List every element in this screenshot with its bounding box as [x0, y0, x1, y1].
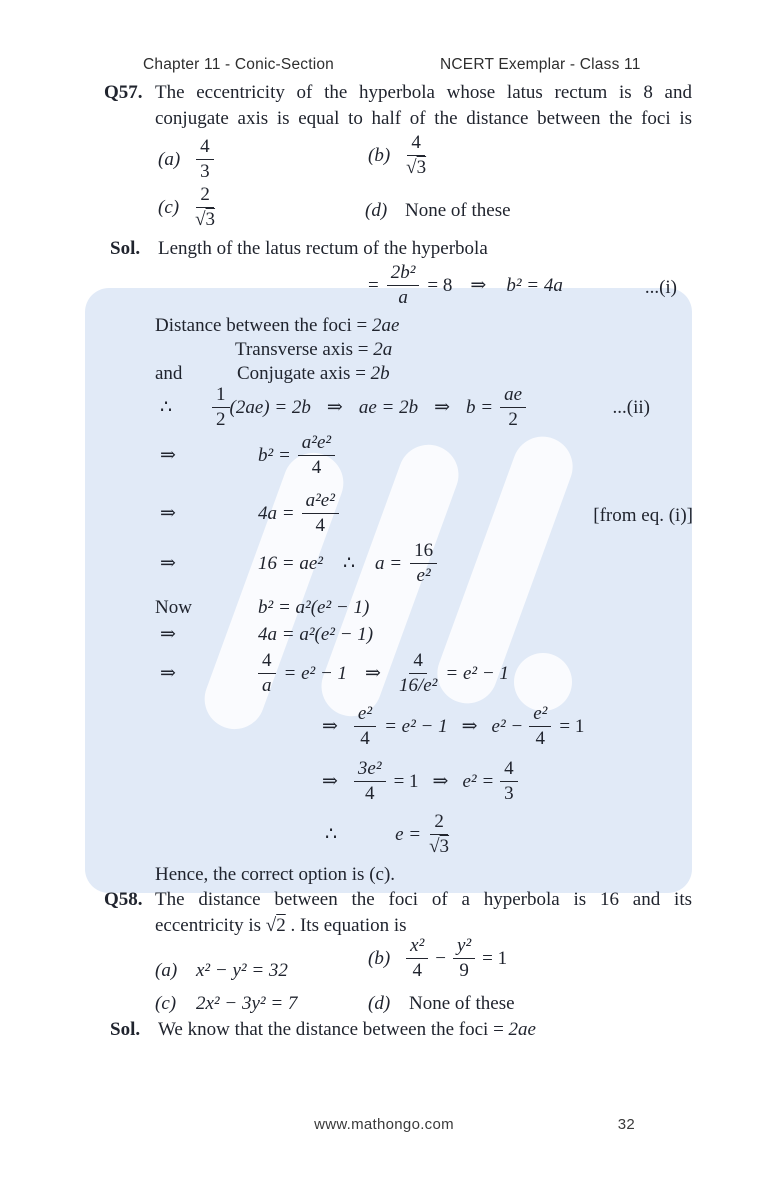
equation-token: =	[368, 274, 379, 296]
solution-text-line	[158, 1017, 536, 1042]
radical-sign: √	[429, 836, 440, 857]
minus-symbol: −	[435, 947, 447, 969]
option-label: (d)	[365, 200, 388, 221]
numerator: 4	[407, 132, 425, 156]
radicand: 2	[276, 915, 286, 936]
page-number: 32	[617, 1116, 635, 1133]
now-label: Now	[155, 597, 192, 618]
text: eccentricity is	[155, 915, 266, 936]
equation-token: = e² − 1	[283, 662, 348, 684]
fraction	[399, 650, 437, 697]
header-book-title: NCERT Exemplar - Class 11	[440, 56, 641, 73]
option-text: None of these	[405, 200, 511, 221]
equation-token: e² =	[462, 770, 495, 792]
equation-row	[160, 384, 526, 431]
equation-note: ...(ii)	[612, 397, 650, 418]
equation-token: = 1	[559, 715, 585, 737]
equation-token: (2ae) = 2b	[229, 396, 311, 418]
fraction	[212, 384, 230, 431]
radical-sign: √	[265, 915, 277, 936]
numerator: 4	[500, 758, 518, 782]
therefore-symbol: ∴	[342, 553, 356, 574]
numerator: 4	[258, 650, 276, 674]
equation-note: ...(i)	[644, 277, 677, 298]
fraction	[258, 650, 276, 697]
denominator	[406, 156, 426, 179]
option-c	[158, 184, 215, 231]
fraction	[195, 184, 215, 231]
radical-sign: √	[195, 209, 206, 230]
implies-symbol: ⇒	[470, 275, 487, 296]
equation-token: a =	[375, 552, 403, 574]
equation-token: = e² − 1	[445, 662, 509, 684]
equation-row	[160, 650, 509, 697]
implies-symbol: ⇒	[160, 663, 176, 684]
radical-sign: √	[406, 157, 417, 178]
option-a	[158, 136, 214, 183]
implies-symbol: ⇒	[160, 624, 176, 645]
implies-symbol: ⇒	[326, 397, 343, 418]
denominator: 4	[315, 515, 325, 536]
fraction	[302, 490, 339, 537]
question-number: Q57.	[104, 82, 143, 103]
option-label: (c)	[158, 196, 180, 218]
equation-token: e =	[395, 823, 422, 845]
solution-label: Sol.	[110, 1019, 141, 1040]
fraction	[406, 132, 426, 179]
solution-label: Sol.	[110, 238, 141, 259]
equation-row	[368, 262, 563, 309]
radicand: 3	[439, 836, 450, 857]
option-expression: 2x² − 3y² = 7	[196, 993, 298, 1014]
therefore-symbol: ∴	[325, 824, 338, 845]
denominator: 3	[200, 161, 210, 182]
question-number: Q58.	[104, 889, 143, 910]
option-b	[368, 132, 426, 179]
numerator: 2	[430, 811, 448, 835]
fraction	[529, 703, 551, 750]
and-label: and	[155, 363, 183, 384]
question-text-line: The distance between the foci of a hyperbola is 16 and its	[155, 889, 692, 910]
equation-token: b =	[466, 396, 494, 418]
numerator: a²e²	[298, 432, 335, 456]
text: We know that the distance between the foci =	[158, 1019, 509, 1040]
numerator: e²	[529, 703, 551, 727]
equation-row	[160, 432, 335, 479]
denominator: 4	[535, 728, 546, 749]
equation-token: = e² − 1	[384, 715, 448, 737]
implies-symbol: ⇒	[434, 397, 451, 418]
math-token: 2b	[370, 363, 390, 384]
denominator: a	[398, 287, 408, 308]
fraction	[410, 540, 437, 587]
equation-token: = 8	[427, 274, 453, 296]
equation-row	[325, 811, 449, 858]
text: . Its equation is	[285, 915, 407, 936]
numerator: 16	[410, 540, 437, 564]
denominator: e²	[416, 565, 431, 586]
option-label: (c)	[155, 993, 177, 1014]
therefore-symbol: ∴	[160, 397, 173, 418]
denominator	[429, 835, 449, 858]
fraction	[500, 384, 526, 431]
equation-row	[160, 490, 339, 537]
denominator	[195, 208, 215, 231]
denominator: 4	[364, 783, 375, 804]
solution-text-line	[237, 361, 390, 386]
numerator: x²	[406, 935, 428, 959]
radicand: 3	[205, 209, 216, 230]
fraction	[196, 136, 214, 183]
implies-symbol: ⇒	[461, 716, 478, 737]
denominator: 2	[508, 409, 518, 430]
equation-row	[322, 703, 584, 750]
equation-token: 16 = ae²	[258, 552, 323, 574]
implies-symbol: ⇒	[322, 771, 338, 792]
option-b	[368, 935, 507, 982]
equation-token: = 1	[393, 770, 419, 792]
fraction	[298, 432, 335, 479]
denominator: 3	[504, 783, 514, 804]
implies-symbol: ⇒	[160, 445, 176, 466]
denominator: 16/e²	[398, 675, 438, 696]
denominator: 4	[412, 960, 422, 981]
text: Transverse axis =	[235, 339, 374, 360]
fraction	[453, 935, 475, 982]
equation-token: = 1	[482, 947, 508, 969]
numerator: 3e²	[354, 758, 386, 782]
implies-symbol: ⇒	[160, 503, 176, 524]
option-text: None of these	[409, 993, 515, 1014]
footer-url: www.mathongo.com	[314, 1116, 454, 1133]
math-token: 2ae	[372, 315, 400, 336]
denominator: 9	[459, 960, 469, 981]
numerator: 4	[409, 650, 427, 674]
implies-symbol: ⇒	[432, 771, 449, 792]
numerator: 2b²	[387, 262, 420, 286]
solution-text-line	[235, 337, 392, 362]
option-label: (d)	[368, 993, 391, 1014]
option-label: (b)	[368, 144, 391, 166]
solution-intro: Length of the latus rectum of the hyperbola	[158, 238, 488, 259]
option-expression: x² − y² = 32	[196, 960, 288, 981]
fraction	[354, 703, 376, 750]
option-label: (b)	[368, 947, 391, 969]
equation-row	[160, 540, 437, 587]
implies-symbol: ⇒	[322, 716, 338, 737]
equation-row	[322, 758, 518, 805]
equation-token: e² −	[491, 715, 524, 737]
math-token: 2a	[373, 339, 393, 360]
option-label: (a)	[158, 148, 181, 170]
fraction	[387, 262, 420, 309]
conclusion-text: Hence, the correct option is (c).	[155, 864, 396, 885]
equation-note: [from eq. (i)]	[593, 505, 693, 526]
equation-token: ae = 2b	[358, 396, 419, 418]
fraction	[354, 758, 386, 805]
fraction	[406, 935, 428, 982]
text: Distance between the foci =	[155, 315, 372, 336]
question-text-line: conjugate axis is equal to half of the distance between the foci is	[155, 108, 692, 129]
denominator: a	[262, 675, 272, 696]
numerator: 2	[196, 184, 214, 208]
denominator: 2	[216, 409, 226, 430]
fraction	[429, 811, 449, 858]
radicand: 3	[416, 157, 427, 178]
numerator: 4	[196, 136, 214, 160]
header-chapter-title: Chapter 11 - Conic-Section	[143, 56, 335, 73]
fraction	[500, 758, 518, 805]
equation-token: 4a = a²(e² − 1)	[258, 623, 374, 645]
numerator: a²e²	[302, 490, 339, 514]
numerator: 1	[212, 384, 230, 408]
equation-token: b² =	[258, 444, 291, 466]
denominator: 4	[360, 728, 370, 749]
equation-token: b² = a²(e² − 1)	[258, 597, 370, 618]
denominator: 4	[311, 457, 322, 478]
numerator: e²	[354, 703, 376, 727]
implies-symbol: ⇒	[160, 553, 176, 574]
numerator: ae	[500, 384, 526, 408]
solution-text-line	[155, 313, 399, 338]
equation-row	[160, 623, 373, 646]
equation-token: b² = 4a	[506, 274, 563, 296]
math-token: 2ae	[508, 1019, 536, 1040]
numerator: y²	[453, 935, 475, 959]
text: Conjugate axis =	[237, 363, 371, 384]
equation-row	[155, 597, 369, 619]
implies-symbol: ⇒	[365, 663, 381, 684]
equation-token: 4a =	[258, 502, 295, 524]
question-text-line: The eccentricity of the hyperbola whose latus rectum is 8 and	[155, 82, 692, 103]
option-label: (a)	[155, 960, 178, 981]
